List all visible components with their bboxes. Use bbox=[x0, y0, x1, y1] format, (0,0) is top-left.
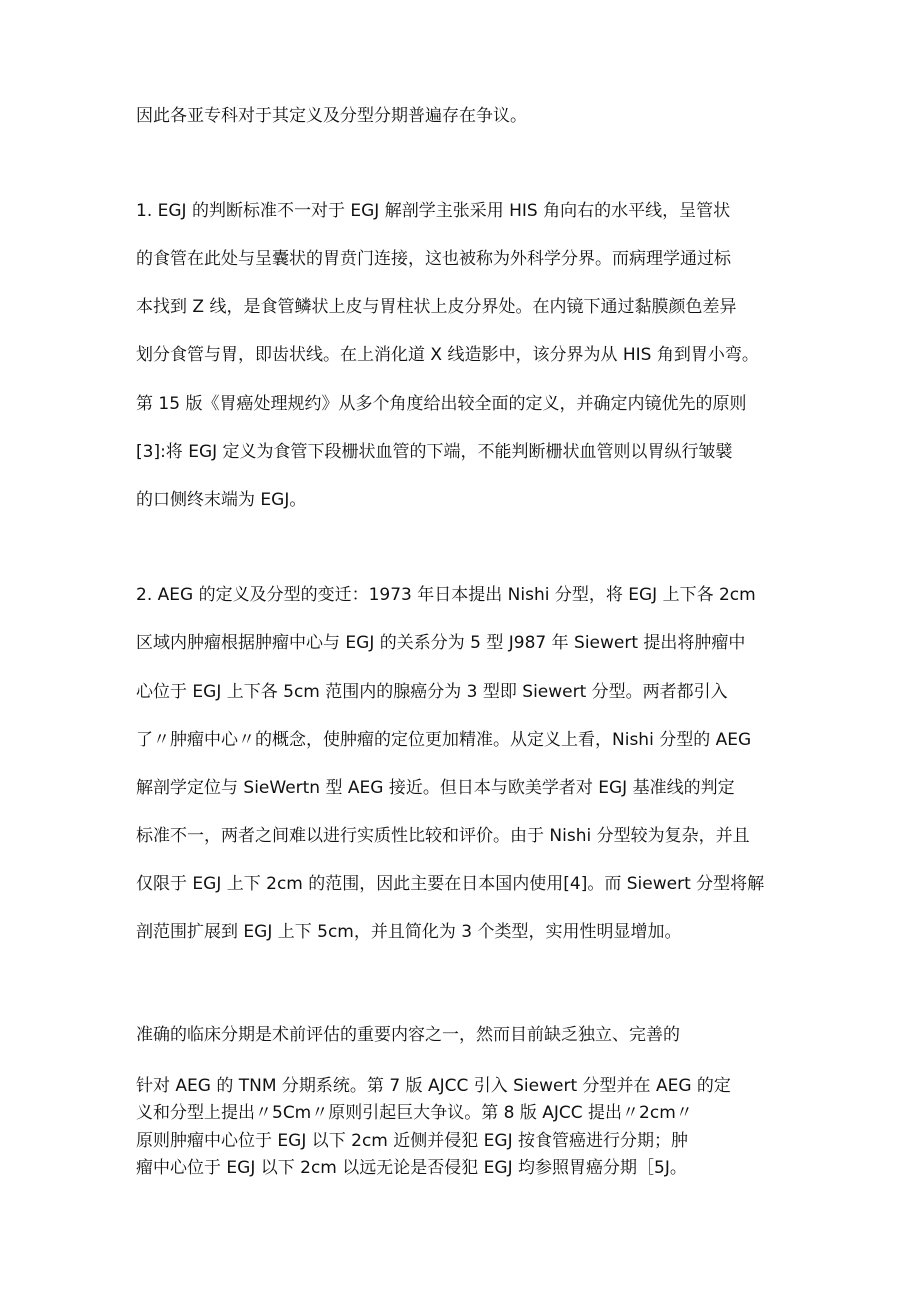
section-2-line: 了〃肿瘤中心〃的概念，使肿瘤的定位更加精准。从定义上看，Nishi 分型的 AEG bbox=[136, 730, 752, 750]
section-2-line: 仅限于 EGJ 上下 2cm 的范围，因此主要在日本国内使用[4]。而 Siewert 分型将解 bbox=[136, 874, 765, 894]
section-1-line: 第 15 版《胃癌处理规约》从多个角度给出较全面的定义，并确定内镜优先的原则 bbox=[136, 394, 747, 414]
section-1-line: 本找到 Z 线，是食管鳞状上皮与胃柱状上皮分界处。在内镜下通过黏膜颜色差异 bbox=[136, 297, 737, 317]
section-4-line: 针对 AEG 的 TNM 分期系统。第 7 版 AJCC 引入 Siewert 分型并在 AEG 的定 bbox=[136, 1076, 731, 1096]
intro-line: 因此各亚专科对于其定义及分型分期普遍存在争议。 bbox=[136, 106, 527, 126]
section-2-line: 2. AEG 的定义及分型的变迁：1973 年日本提出 Nishi 分型，将 EGJ 上下各 2cm bbox=[136, 585, 756, 605]
section-4-line: 瘤中心位于 EGJ 以下 2cm 以远无论是否侵犯 EGJ 均参照胃癌分期［5J。 bbox=[136, 1158, 687, 1178]
section-1-line: 的食管在此处与呈囊状的胃贲门连接，这也被称为外科学分界。而病理学通过标 bbox=[136, 249, 731, 269]
section-2-line: 区域内肿瘤根据肿瘤中心与 EGJ 的关系分为 5 型 J987 年 Siewert 提出将肿瘤中 bbox=[136, 633, 746, 653]
section-4-line: 义和分型上提出〃5Cm〃原则引起巨大争议。第 8 版 AJCC 提出〃2cm〃 bbox=[136, 1103, 693, 1123]
section-2-line: 剖范围扩展到 EGJ 上下 5cm，并且简化为 3 个类型，实用性明显增加。 bbox=[136, 922, 682, 942]
section-2-line: 标准不一，两者之间难以进行实质性比较和评价。由于 Nishi 分型较为复杂，并且 bbox=[136, 826, 750, 846]
section-3-line: 准确的临床分期是术前评估的重要内容之一，然而目前缺乏独立、完善的 bbox=[136, 1025, 680, 1045]
section-1-line: [3]:将 EGJ 定义为食管下段栅状血管的下端，不能判断栅状血管则以胃纵行皱襞 bbox=[136, 442, 733, 462]
section-1-line: 划分食管与胃，即齿状线。在上消化道 X 线造影中，该分界为从 HIS 角到胃小弯。 bbox=[136, 345, 759, 365]
section-1-line: 的口侧终末端为 EGJ。 bbox=[136, 490, 307, 510]
section-4-line: 原则肿瘤中心位于 EGJ 以下 2cm 近侧并侵犯 EGJ 按食管癌进行分期；肿 bbox=[136, 1131, 689, 1151]
section-2-line: 解剖学定位与 SieWertn 型 AEG 接近。但日本与欧美学者对 EGJ 基准线的判定 bbox=[136, 778, 735, 798]
section-1-line: 1. EGJ 的判断标准不一对于 EGJ 解剖学主张采用 HIS 角向右的水平线，呈管状 bbox=[136, 201, 731, 221]
section-2-line: 心位于 EGJ 上下各 5cm 范围内的腺癌分为 3 型即 Siewert 分型。两者都引入 bbox=[136, 682, 728, 702]
